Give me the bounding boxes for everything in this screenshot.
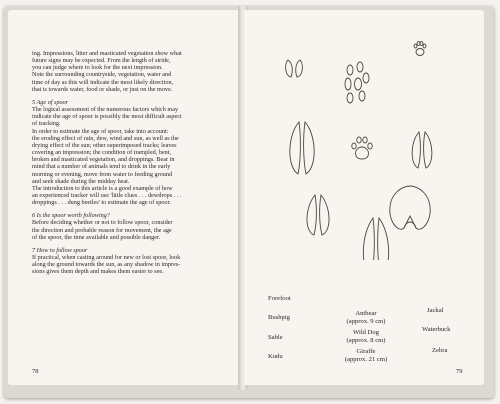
text-line: sions gives them depth and makes them easier to see. [32, 268, 164, 276]
text-line: time of day as this will indicate the most likely direction, [32, 78, 174, 86]
text-line: Note the surrounding countryside, vegetation, water and [32, 71, 172, 79]
antbear-label: Antbear [355, 310, 377, 317]
text-line: the direction and probable reason for movement, the age [32, 226, 172, 234]
page-number-right: 79 [456, 368, 463, 375]
section-heading: 6 Is the spoor worth following? [32, 212, 110, 220]
kudu-label: Kudu [268, 353, 283, 360]
text-line: The logical assessment of the numerous factors which may [32, 106, 179, 114]
left-page [8, 10, 240, 385]
giraffe-label: Giraffe [356, 348, 376, 355]
track-legend [244, 10, 484, 385]
text-line: In order to estimate the age of spoor, take into account: [32, 127, 169, 135]
text-line: of the spoor, the time available and possible danger. [32, 233, 161, 241]
section-heading: 5 Age of spoor [32, 98, 69, 106]
text-line: ing. Impressions, litter and masticated vegetation show what [32, 50, 182, 57]
page-number-left: 78 [32, 368, 39, 375]
text-line: Before deciding whether or not to follow spoor, consider [32, 219, 173, 227]
text-line: morning or evening, move from water to feeding ground [32, 170, 173, 178]
text-line: indicate the age of spoor is possibly the most difficult aspect [32, 113, 182, 121]
text-line: you can judge where to look for the next impression. [32, 64, 163, 72]
text-line: the eroding effect of rain, dew, wind and sun, as well as the [32, 134, 179, 142]
wild-dog-label: Wild Dog [353, 329, 379, 336]
forefoot-label: Forefoot [268, 295, 291, 302]
text-line: along the ground towards the sun, as any shadow in impres- [32, 261, 181, 269]
wild-dog-size: (approx. 8 cm) [346, 337, 386, 344]
text-line: an experienced tracker will use 'little clues . . . dewdrops . . . [32, 191, 182, 199]
text-line: covering an impression; the condition of trampled, bent, [32, 149, 172, 157]
left-page-text [32, 50, 238, 276]
zebra-label: Zebra [432, 347, 448, 354]
text-line: If practical, when casting around for new or lost spoor, look [32, 254, 181, 262]
waterbuck-label: Waterbuck [422, 326, 451, 333]
text-line: droppings . . . dung beetles' to estimate the age of spoor. [32, 199, 171, 207]
text-line: broken and masticated vegetation, and droppings. Bear in [32, 156, 175, 164]
giraffe-size: (approx. 21 cm) [344, 356, 388, 363]
section-heading: 7 How to follow spoor [32, 246, 88, 254]
text-line: and seek shade during the midday heat. [32, 177, 130, 185]
bushpig-label: Bushpig [268, 314, 290, 321]
text-line: future signs may be expected. From the length of stride, [32, 57, 171, 65]
sable-label: Sable [268, 334, 283, 341]
text-line: of tracking. [32, 120, 61, 128]
text-line: The introduction to this article is a good example of how [32, 184, 173, 192]
antbear-size: (approx. 9 cm) [346, 318, 386, 325]
text-line: that is towards water, food or shade, or just on the move. [32, 85, 173, 93]
right-page [244, 10, 484, 385]
text-line: mind that a number of animals tend to drink in the early [32, 163, 171, 171]
jackal-label: Jackal [427, 307, 444, 314]
text-line: drying effect of the sun; other superimposed tracks; leaves [32, 141, 177, 149]
